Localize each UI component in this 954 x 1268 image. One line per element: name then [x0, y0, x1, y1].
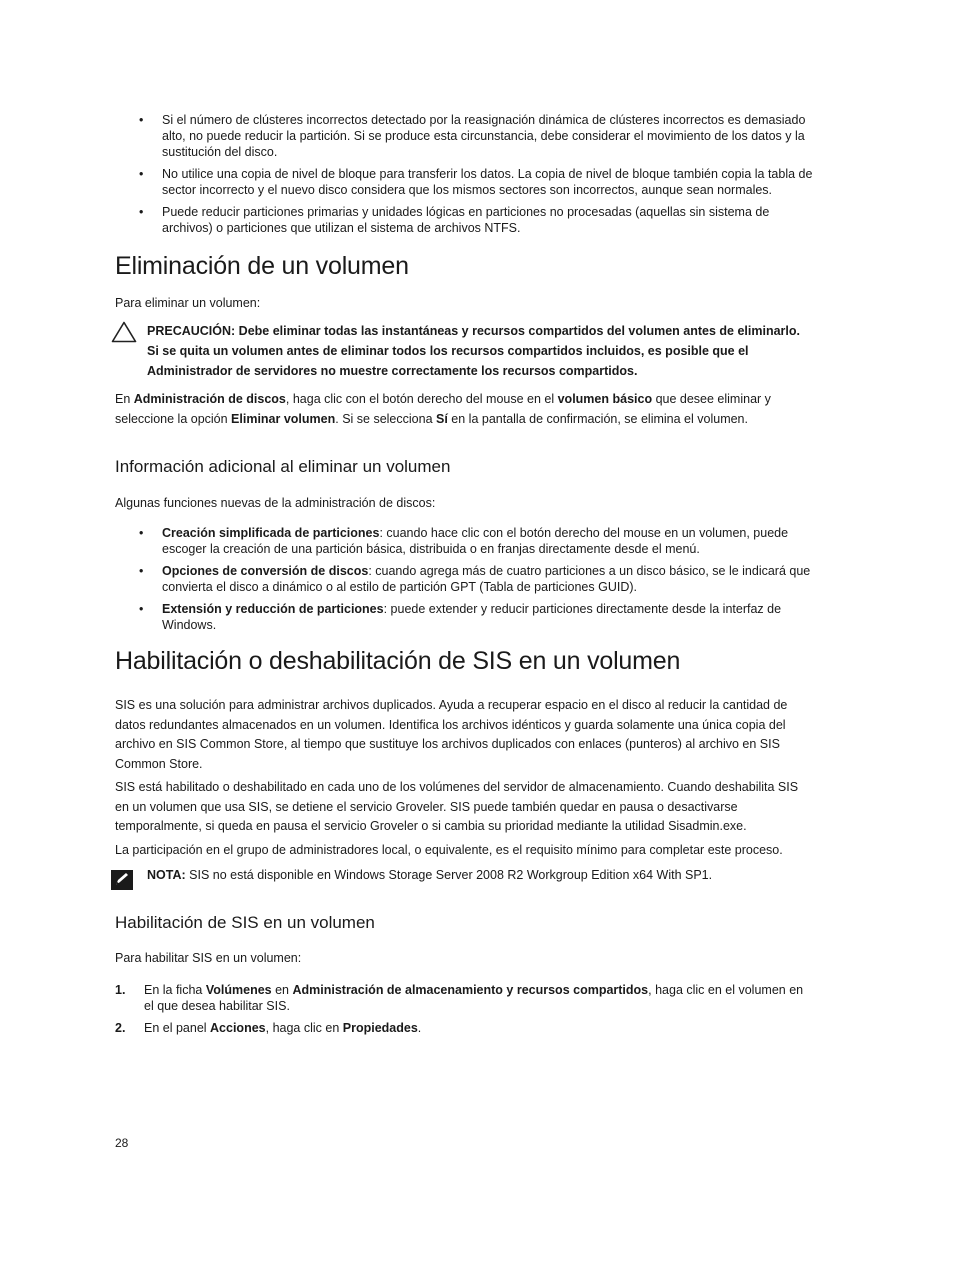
- subsection-lead: Algunas funciones nuevas de la administración de discos:: [115, 496, 436, 510]
- page-number: 28: [115, 1136, 129, 1150]
- steps-list: [115, 982, 815, 1036]
- intro-bullet-list: [115, 112, 815, 236]
- sis-paragraph: La participación en el grupo de administradores local, o equivalente, es el requisito mínimo para completar este proceso.: [115, 842, 783, 857]
- sis-paragraph: SIS está habilitado o deshabilitado en cada uno de los volúmenes del servidor de almacenamiento. Cuando deshabilita SIS en un volumen que usa SIS, se detiene el servicio Groveler. SIS puede también quedar en pausa o desactivarse temporalmente, si queda en pausa el servicio Groveler o si cambia su prioridad mediante la utilidad Sisadmin.exe.: [115, 780, 799, 833]
- section-title-eliminacion: Eliminación de un volumen: [115, 252, 409, 280]
- bullet-icon: •: [139, 564, 144, 578]
- list-item: • Puede reducir particiones primarias y unidades lógicas en particiones no procesadas (aquellas sin sistema de archivos) o particiones que utilizan el sistema de archivos NTFS.: [139, 205, 770, 235]
- list-item: • Si el número de clústeres incorrectos detectado por la reasignación dinámica de clústeres incorrectos es demasiado alto, no puede reducir la partición. Si se produce esta circunstancia, debe considerar el movimiento de los datos y la sustitución del disco.: [139, 113, 806, 159]
- list-item: • Creación simplificada de particiones: cuando hace clic con el botón derecho del mouse en un volumen, puede escoger la creación de una partición básica, distribuida o en franjas directamente desde el menú.: [139, 526, 789, 556]
- bullet-icon: •: [139, 602, 144, 616]
- list-item: • No utilice una copia de nivel de bloque para transferir los datos. La copia de nivel de bloque también copia la tabla de sector incorrecto y el nuevo disco considera que los mismos sectores son incorrectos, aunque sean normales.: [139, 167, 813, 197]
- delete-volume-instructions: En Administración de discos, haga clic con el botón derecho del mouse en el volumen básico que desee eliminar y seleccione la opción Eliminar volumen. Si se selecciona Sí en la pantalla de confirmación, se elimina el volumen.: [115, 392, 771, 426]
- bullet-icon: •: [139, 205, 144, 219]
- bullet-icon: •: [139, 167, 144, 181]
- pencil-note-icon: [111, 870, 133, 894]
- warning-triangle-icon: [111, 321, 137, 347]
- sis-paragraph: SIS es una solución para administrar archivos duplicados. Ayuda a recuperar espacio en el disco al reducir la cantidad de datos redundantes almacenados en un volumen. Identifica los archivos idénticos y guarda solamente una única copia del archivo en SIS Common Store, al tiempo que sustituye los archivos duplicados con enlaces (punteros) al archivo en SIS Common Store.: [115, 698, 788, 771]
- bullet-icon: •: [139, 113, 144, 127]
- caution-callout: [115, 321, 815, 381]
- subsection-title-informacion: Información adicional al eliminar un volumen: [115, 457, 451, 476]
- page-content: [115, 112, 815, 1042]
- subsection-title-habilitacion: Habilitación de SIS en un volumen: [115, 913, 375, 932]
- list-item: • Extensión y reducción de particiones: puede extender y reducir particiones directamente desde la interfaz de Windows.: [139, 602, 782, 632]
- section-title-sis: Habilitación o deshabilitación de SIS en un volumen: [115, 647, 681, 675]
- list-item: 2. En el panel Acciones, haga clic en Propiedades.: [115, 1021, 422, 1035]
- feature-bullet-list: [115, 525, 815, 633]
- list-item: 1. En la ficha Volúmenes en Administración de almacenamiento y recursos compartidos, haga clic en el volumen en el que desea habilitar SIS.: [115, 983, 804, 1013]
- section-lead: Para eliminar un volumen:: [115, 296, 261, 310]
- note-callout: [115, 867, 815, 883]
- subsection-lead: Para habilitar SIS en un volumen:: [115, 951, 302, 965]
- list-item: • Opciones de conversión de discos: cuando agrega más de cuatro particiones a un disco básico, se le indicará que convierta el disco a dinámico o al estilo de partición GPT (Tabla de particiones GUID).: [139, 564, 811, 594]
- caution-text: PRECAUCIÓN: Debe eliminar todas las instantáneas y recursos compartidos del volumen antes de eliminarlo. Si se quita un volumen antes de eliminar todos los recursos compartidos incluidos, es posible que el Administrador de servidores no muestre correctamente los recursos compartidos.: [147, 324, 800, 378]
- bullet-icon: •: [139, 526, 144, 540]
- note-text: NOTA: SIS no está disponible en Windows Storage Server 2008 R2 Workgroup Edition x64 With SP1.: [147, 868, 713, 882]
